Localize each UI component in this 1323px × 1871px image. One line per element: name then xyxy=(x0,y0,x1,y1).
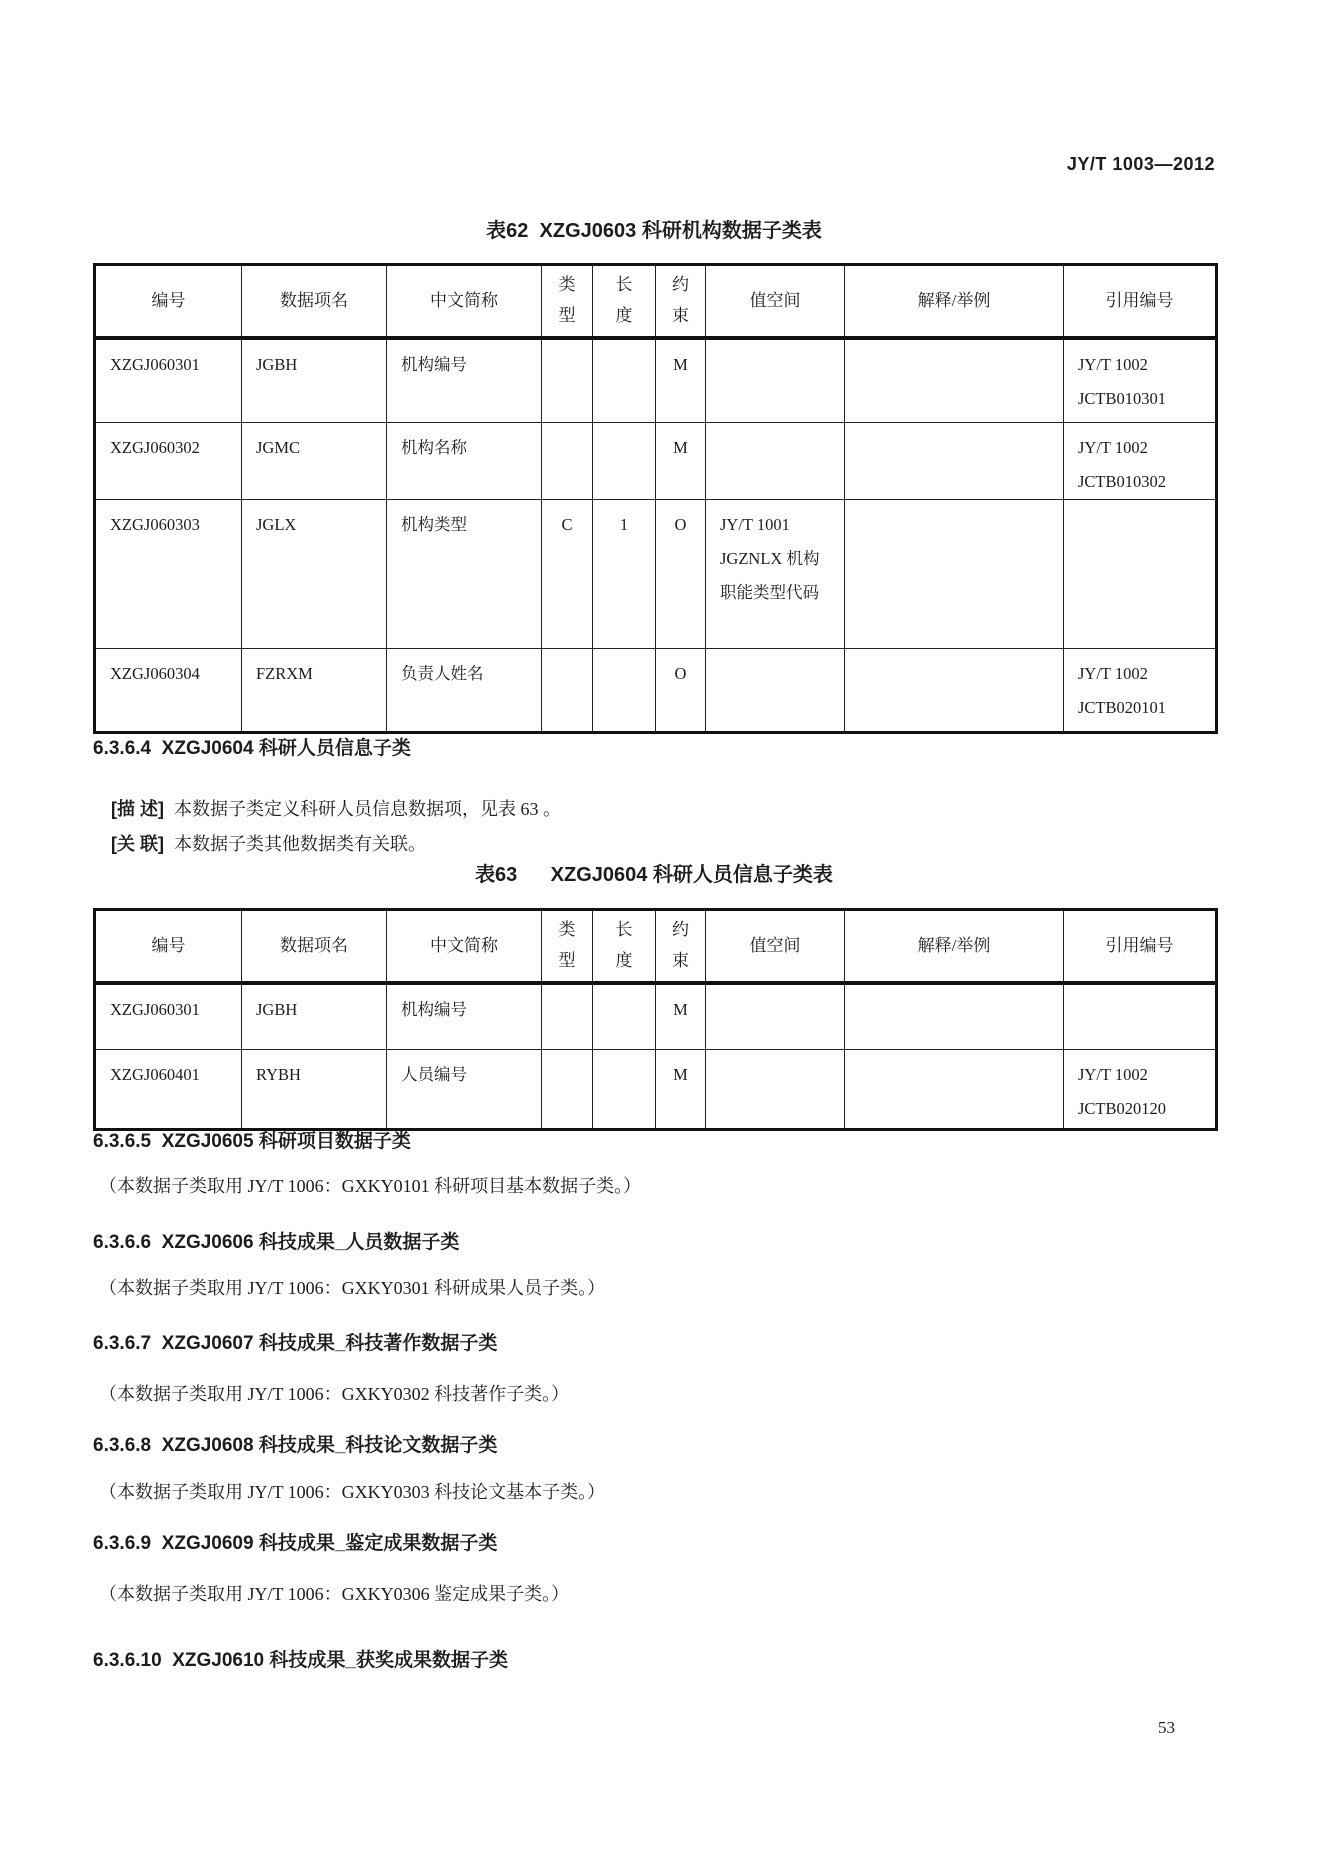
description-label: [描 述] xyxy=(111,799,164,819)
cell-constraint: M xyxy=(656,423,706,500)
cell-ref-id xyxy=(1064,500,1217,649)
col-header-ref-id: 引用编号 xyxy=(1064,910,1217,984)
table-row xyxy=(95,423,1217,500)
section-heading: 6.3.6.7 XZGJ0607 科技成果_科技著作数据子类 xyxy=(93,1333,498,1354)
col-header-item-name: 数据项名 xyxy=(242,910,387,984)
col-header-length xyxy=(593,265,656,339)
table62 xyxy=(93,263,1218,734)
table63 xyxy=(93,908,1218,1131)
cell-ref-id xyxy=(1064,983,1217,1050)
table-row xyxy=(95,649,1217,733)
relation-text: 本数据子类其他数据类有关联。 xyxy=(174,834,426,854)
cell-constraint: O xyxy=(656,500,706,649)
cell-cn-name: 人员编号 xyxy=(387,1050,542,1130)
cell-constraint: O xyxy=(656,649,706,733)
col-header-cn-name: 中文简称 xyxy=(387,265,542,339)
cell-value-space: JY/T 1001 JGZNLX 机构职能类型代码 xyxy=(706,500,845,649)
section-heading: 6.3.6.8 XZGJ0608 科技成果_科技论文数据子类 xyxy=(93,1435,498,1456)
table-header-row xyxy=(95,265,1217,339)
cell-explanation xyxy=(845,500,1064,649)
section-heading: 6.3.6.6 XZGJ0606 科技成果_人员数据子类 xyxy=(93,1232,460,1253)
cell-item-name: FZRXM xyxy=(242,649,387,733)
description-text: 本数据子类定义科研人员信息数据项，见表 63 。 xyxy=(174,799,561,819)
cell-ref-id: JY/T 1002 JCTB010302 xyxy=(1064,423,1217,500)
cell-cn-name: 机构类型 xyxy=(387,500,542,649)
cell-value-space xyxy=(706,649,845,733)
col-header-length xyxy=(593,910,656,984)
col-header-constraint xyxy=(656,265,706,339)
table-row xyxy=(95,500,1217,649)
cell-item-name: JGBH xyxy=(242,338,387,423)
cell-length xyxy=(593,338,656,423)
cell-ref-id: JY/T 1002 JCTB020101 xyxy=(1064,649,1217,733)
table-header-row xyxy=(95,910,1217,984)
cell-type xyxy=(542,423,593,500)
col-header-type-label: 类型 xyxy=(558,275,576,325)
relation-label: [关 联] xyxy=(111,834,164,854)
col-header-type xyxy=(542,910,593,984)
cell-item-name: RYBH xyxy=(242,1050,387,1130)
table-row xyxy=(95,983,1217,1050)
cell-id: XZGJ060401 xyxy=(95,1050,242,1130)
page-number: 53 xyxy=(1158,1718,1175,1737)
col-header-item-name: 数据项名 xyxy=(242,265,387,339)
cell-item-name: JGBH xyxy=(242,983,387,1050)
col-header-id: 编号 xyxy=(95,910,242,984)
cell-type: C xyxy=(542,500,593,649)
cell-cn-name: 机构名称 xyxy=(387,423,542,500)
col-header-ref-id: 引用编号 xyxy=(1064,265,1217,339)
table63-title: 表63 XZGJ0604 科研人员信息子类表 xyxy=(475,864,833,886)
section-note: （本数据子类取用 JY/T 1006：GXKY0301 科研成果人员子类。） xyxy=(99,1278,606,1298)
col-header-cn-name: 中文简称 xyxy=(387,910,542,984)
col-header-value-space: 值空间 xyxy=(706,265,845,339)
cell-explanation xyxy=(845,338,1064,423)
cell-length xyxy=(593,649,656,733)
standard-number: JY/T 1003—2012 xyxy=(1066,154,1215,174)
col-header-type xyxy=(542,265,593,339)
col-header-value-space: 值空间 xyxy=(706,910,845,984)
col-header-type-label: 类型 xyxy=(558,920,576,970)
cell-type xyxy=(542,649,593,733)
col-header-constraint xyxy=(656,910,706,984)
cell-explanation xyxy=(845,983,1064,1050)
col-header-constraint-label: 约束 xyxy=(671,920,689,970)
cell-length xyxy=(593,983,656,1050)
cell-explanation xyxy=(845,1050,1064,1130)
cell-id: XZGJ060303 xyxy=(95,500,242,649)
section-note: （本数据子类取用 JY/T 1006：GXKY0302 科技著作子类。） xyxy=(99,1384,570,1404)
col-header-id: 编号 xyxy=(95,265,242,339)
cell-item-name: JGMC xyxy=(242,423,387,500)
cell-type xyxy=(542,338,593,423)
col-header-constraint-label: 约束 xyxy=(671,275,689,325)
cell-length xyxy=(593,423,656,500)
cell-explanation xyxy=(845,649,1064,733)
cell-item-name: JGLX xyxy=(242,500,387,649)
cell-cn-name: 负责人姓名 xyxy=(387,649,542,733)
cell-id: XZGJ060304 xyxy=(95,649,242,733)
table62-title: 表62 XZGJ0603 科研机构数据子类表 xyxy=(486,220,822,242)
col-header-length-label: 长度 xyxy=(615,920,633,970)
table-row xyxy=(95,1050,1217,1130)
section-note: （本数据子类取用 JY/T 1006：GXKY0101 科研项目基本数据子类。） xyxy=(99,1176,642,1196)
cell-ref-id: JY/T 1002 JCTB010301 xyxy=(1064,338,1217,423)
cell-explanation xyxy=(845,423,1064,500)
cell-id: XZGJ060301 xyxy=(95,983,242,1050)
section-note: （本数据子类取用 JY/T 1006：GXKY0306 鉴定成果子类。） xyxy=(99,1584,570,1604)
section-heading: 6.3.6.4 XZGJ0604 科研人员信息子类 xyxy=(93,738,411,759)
cell-value-space xyxy=(706,983,845,1050)
section-note: （本数据子类取用 JY/T 1006：GXKY0303 科技论文基本子类。） xyxy=(99,1482,606,1502)
cell-length xyxy=(593,1050,656,1130)
col-header-explanation: 解释/举例 xyxy=(845,910,1064,984)
section-heading: 6.3.6.9 XZGJ0609 科技成果_鉴定成果数据子类 xyxy=(93,1533,498,1554)
cell-type xyxy=(542,1050,593,1130)
cell-type xyxy=(542,983,593,1050)
cell-length: 1 xyxy=(593,500,656,649)
cell-cn-name: 机构编号 xyxy=(387,983,542,1050)
table-row xyxy=(95,338,1217,423)
cell-id: XZGJ060302 xyxy=(95,423,242,500)
cell-value-space xyxy=(706,338,845,423)
section-heading: 6.3.6.5 XZGJ0605 科研项目数据子类 xyxy=(93,1131,411,1152)
cell-value-space xyxy=(706,1050,845,1130)
cell-cn-name: 机构编号 xyxy=(387,338,542,423)
cell-id: XZGJ060301 xyxy=(95,338,242,423)
cell-value-space xyxy=(706,423,845,500)
cell-constraint: M xyxy=(656,338,706,423)
section-heading: 6.3.6.10 XZGJ0610 科技成果_获奖成果数据子类 xyxy=(93,1650,508,1671)
cell-constraint: M xyxy=(656,983,706,1050)
col-header-length-label: 长度 xyxy=(615,275,633,325)
cell-ref-id: JY/T 1002 JCTB020120 xyxy=(1064,1050,1217,1130)
col-header-explanation: 解释/举例 xyxy=(845,265,1064,339)
cell-constraint: M xyxy=(656,1050,706,1130)
